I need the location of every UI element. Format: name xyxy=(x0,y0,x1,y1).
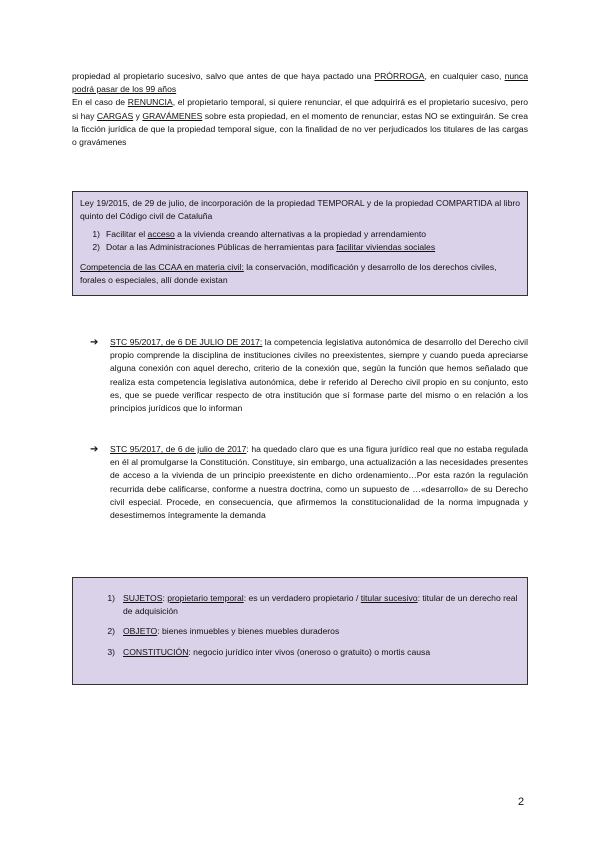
limit-99-years: nunca podrá pasar de los 99 años xyxy=(72,71,528,95)
law-objective-item: 1) Facilitar el acceso a la vivienda creando alternativas a la propiedad y arrendamiento xyxy=(92,229,427,240)
gravamenes-term: GRAVÁMENES xyxy=(142,110,203,121)
arrow-right-icon: ➔ xyxy=(90,444,99,455)
cargas-term: CARGAS xyxy=(96,110,134,121)
intro-paragraph-prorroga: propiedad al propietario sucesivo, salvo que antes de que haya pactado una PRÓRROGA, en cualquier caso, nunca podrá pasar de los 99 años xyxy=(72,71,528,95)
stc-bullet: ➔ STC 95/2017, de 6 DE JULIO DE 2017: la competencia legislativa autonómica de desarrollo del Derecho civil propio comprende la disciplina de instituciones civiles no preexistentes, siempre y cuando pueda apreciarse alguna conexión con aquel derecho, criterio de la conexión que, según la función que hemos señalado que realiza esta competencia legislativa autonómica, debe ir referido al Derecho civil propio en su conjunto, esto es, que se puede verificar respecto de otra institución que sí formase parte del mismo o en relación a los principios jurídicos que lo informan xyxy=(90,337,528,414)
arrow-right-icon: ➔ xyxy=(90,337,99,348)
intro-section xyxy=(72,70,528,149)
element-sujetos: 1) SUJETOS: propietario temporal: es un verdadero propietario / titular sucesivo: titular de un derecho real de adquisición xyxy=(107,593,518,616)
prorroga-term: PRÓRROGA xyxy=(374,71,425,81)
law-title: Ley 19/2015, de 29 de julio, de incorporación de la propiedad TEMPORAL y de la propiedad COMPARTIDA al libro quinto del Código civil de Cataluña xyxy=(80,198,520,221)
law-summary-box xyxy=(72,191,528,296)
ccaa-competence-label: Competencia de las CCAA en materia civil: xyxy=(80,262,244,273)
element-objeto: 2) OBJETO: bienes inmuebles y bienes muebles duraderos xyxy=(107,626,340,637)
stc-bullet: ➔ STC 95/2017, de 6 de julio de 2017: ha quedado claro que es una figura jurídico real que no estaba regulada en él al promulgarse la Constitución. Constituye, sin embargo, una actualización a las necesidades presentes de acceso a la vivienda de un principio preexistente en dicho ordenamiento…Por esta razón la regulación recurrida debe calificarse, conforme a nuestra doctrina, como un supuesto de …«desarrollo» de su Derecho civil especial. Procede, en consecuencia, que afirmemos la constitucionalidad de la norma impugnada y desestimemos íntegramente la demanda xyxy=(90,444,529,521)
stc-reference: STC 95/2017, de 6 de julio de 2017 xyxy=(110,444,247,454)
ccaa-competence: Competencia de las CCAA en materia civil: la conservación, modificación y desarrollo de los derechos civiles, forales o especiales, allí donde existan xyxy=(80,262,497,285)
element-constitucion: 3) CONSTITUCIÓN: negocio jurídico inter vivos (oneroso o gratuito) o mortis causa xyxy=(107,646,431,657)
elements-box xyxy=(72,577,528,685)
page-number: 2 xyxy=(518,796,525,808)
renuncia-term: RENUNCIA xyxy=(127,97,173,108)
law-objectives-list xyxy=(80,228,520,253)
law-objective-item: 2) Dotar a las Administraciones Públicas de herramientas para facilitar viviendas sociales xyxy=(92,241,436,252)
intro-paragraph-renuncia: En el caso de RENUNCIA, el propietario temporal, si quiere renunciar, el que adquirirá es el propietario sucesivo, pero si hay CARGAS y GRAVÁMENES sobre esta propiedad, en el momento de renunciar, estas NO se extinguirán. Se crea la ficción jurídica de que la propiedad temporal sigue, con la finalidad de no ver perjudicados los titulares de las cargas o gravámenes xyxy=(72,97,528,148)
stc-reference: STC 95/2017, de 6 DE JULIO DE 2017: xyxy=(110,337,263,347)
